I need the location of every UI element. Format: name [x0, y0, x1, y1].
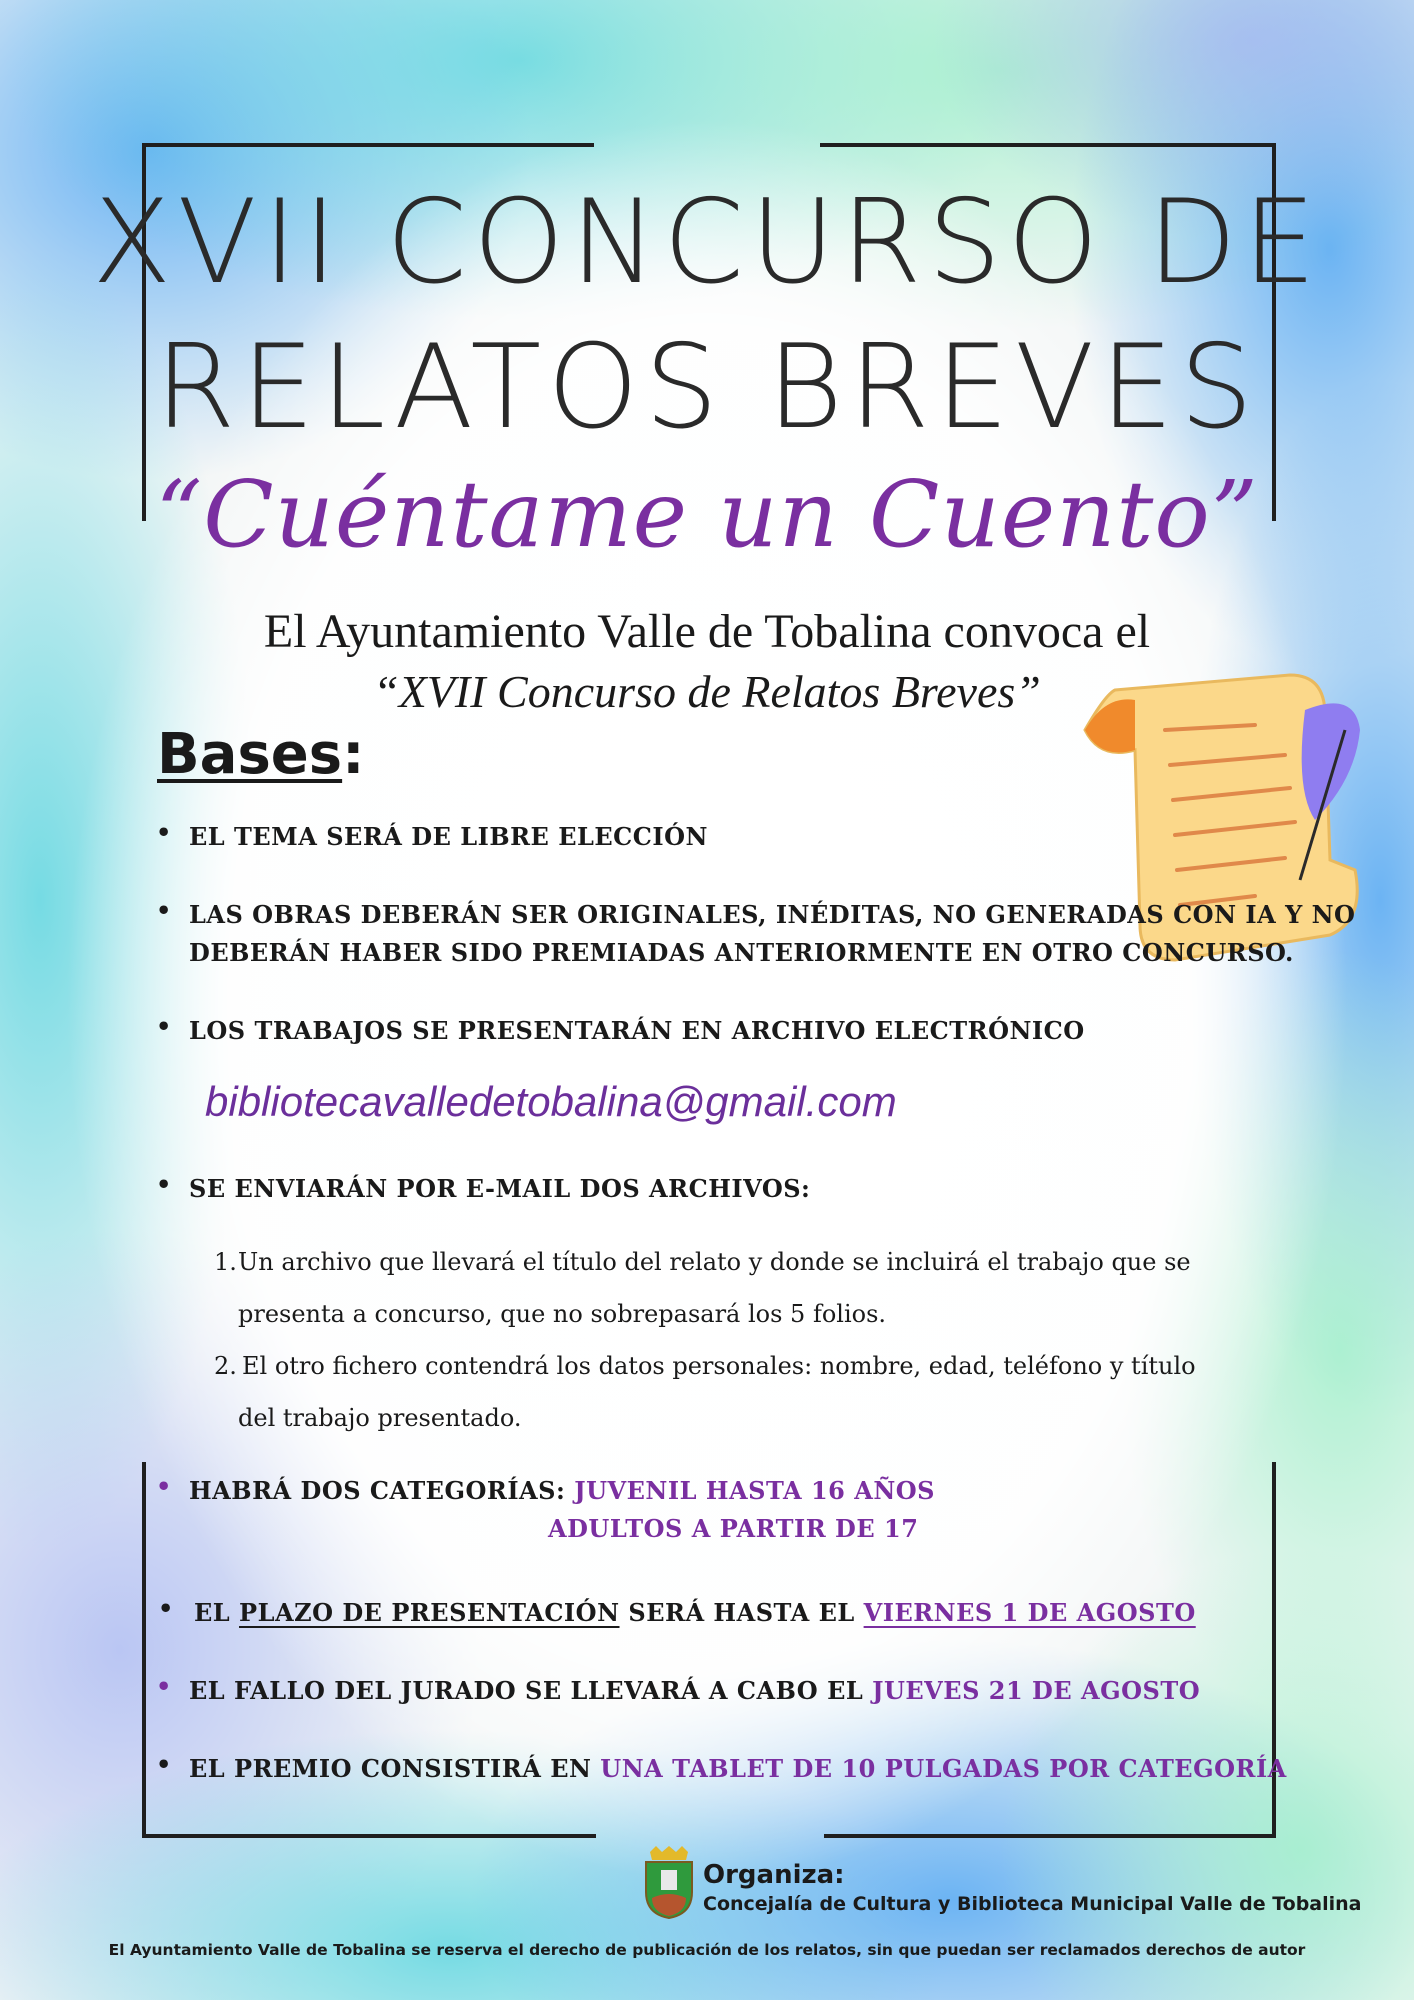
frame-bottom-left [142, 1834, 596, 1838]
plazo-pre: EL [194, 1598, 240, 1627]
bullet-premio: • [156, 1750, 172, 1779]
item-trabajos: LOS TRABAJOS SE PRESENTARÁN EN ARCHIVO ELECTRÓNICO [189, 1016, 1085, 1045]
item-tema: EL TEMA SERÁ DE LIBRE ELECCIÓN [189, 822, 708, 851]
frame-bottom-right [824, 1834, 1276, 1838]
bullet-obras: • [156, 896, 172, 925]
frame-top-left [142, 143, 594, 147]
bullet-tema: • [156, 818, 172, 847]
bullet-fallo: • [156, 1672, 172, 1701]
title-line-1: XVII CONCURSO DE [91, 175, 1323, 310]
fallo-pre: EL FALLO DEL JURADO SE LLEVARÁ A CABO EL [189, 1676, 873, 1705]
plazo-fecha: VIERNES 1 DE AGOSTO [863, 1598, 1196, 1627]
sub2-number: 2. [214, 1352, 237, 1380]
fallo-fecha: JUEVES 21 DE AGOSTO [872, 1676, 1201, 1705]
contact-email-link[interactable]: bibliotecavalledetobalina@gmail.com [205, 1078, 897, 1125]
item-obras-line-1: LAS OBRAS DEBERÁN SER ORIGINALES, INÉDITAS, NO GENERADAS CON IA Y NO [189, 900, 1356, 929]
item-categorias [189, 1472, 935, 1510]
organiza-label: Organiza: [703, 1860, 845, 1890]
plazo-mid: SERÁ HASTA EL [619, 1598, 864, 1627]
item-fallo [189, 1672, 1200, 1710]
title-line-2: RELATOS BREVES [154, 320, 1260, 455]
bullet-archivos: • [156, 1170, 172, 1199]
coat-of-arms-icon [640, 1846, 698, 1920]
sub2-line-1: El otro fichero contendrá los datos personales: nombre, edad, teléfono y título [242, 1352, 1196, 1380]
categoria-adultos: ADULTOS A PARTIR DE 17 [548, 1514, 919, 1543]
sub1-line-2: presenta a concurso, que no sobrepasará los 5 folios. [238, 1300, 887, 1328]
bullet-plazo: • [158, 1594, 174, 1623]
organiza-name: Concejalía de Cultura y Biblioteca Municipal Valle de Tobalina [703, 1893, 1362, 1915]
intro-line-1: El Ayuntamiento Valle de Tobalina convoca el [263, 605, 1151, 658]
premio-pre: EL PREMIO CONSISTIRÁ EN [189, 1754, 601, 1783]
frame-top-right [820, 143, 1276, 147]
premio-desc: UNA TABLET DE 10 PULGADAS POR CATEGORÍA [600, 1754, 1287, 1783]
item-obras-line-2: DEBERÁN HABER SIDO PREMIADAS ANTERIORMENTE EN OTRO CONCURSO. [189, 938, 1294, 967]
item-archivos: SE ENVIARÁN POR E-MAIL DOS ARCHIVOS: [189, 1174, 811, 1203]
bases-heading-colon: : [342, 722, 365, 787]
categoria-juvenil: JUVENIL HASTA 16 AÑOS [574, 1476, 936, 1505]
bullet-trabajos: • [156, 1012, 172, 1041]
intro-line-2: “XVII Concurso de Relatos Breves” [373, 666, 1041, 717]
plazo-underlined: PLAZO DE PRESENTACIÓN [239, 1598, 620, 1627]
item-premio [189, 1750, 1287, 1788]
bases-heading-text: Bases [157, 722, 343, 787]
item-plazo [194, 1594, 1196, 1632]
sub2-line-2: del trabajo presentado. [238, 1404, 522, 1432]
sub1-number: 1. [214, 1248, 237, 1276]
categorias-label: HABRÁ DOS CATEGORÍAS: [189, 1476, 575, 1505]
disclaimer: El Ayuntamiento Valle de Tobalina se reserva el derecho de publicación de los relatos, sin que puedan ser reclamados derechos de autor [108, 1941, 1306, 1959]
subtitle: “Cuéntame un Cuento” [155, 461, 1259, 568]
bases-heading [157, 722, 365, 787]
frame-left-lower [142, 1462, 146, 1838]
bullet-categorias: • [156, 1472, 172, 1501]
sub1-line-1: Un archivo que llevará el título del relato y donde se incluirá el trabajo que se [238, 1248, 1191, 1276]
